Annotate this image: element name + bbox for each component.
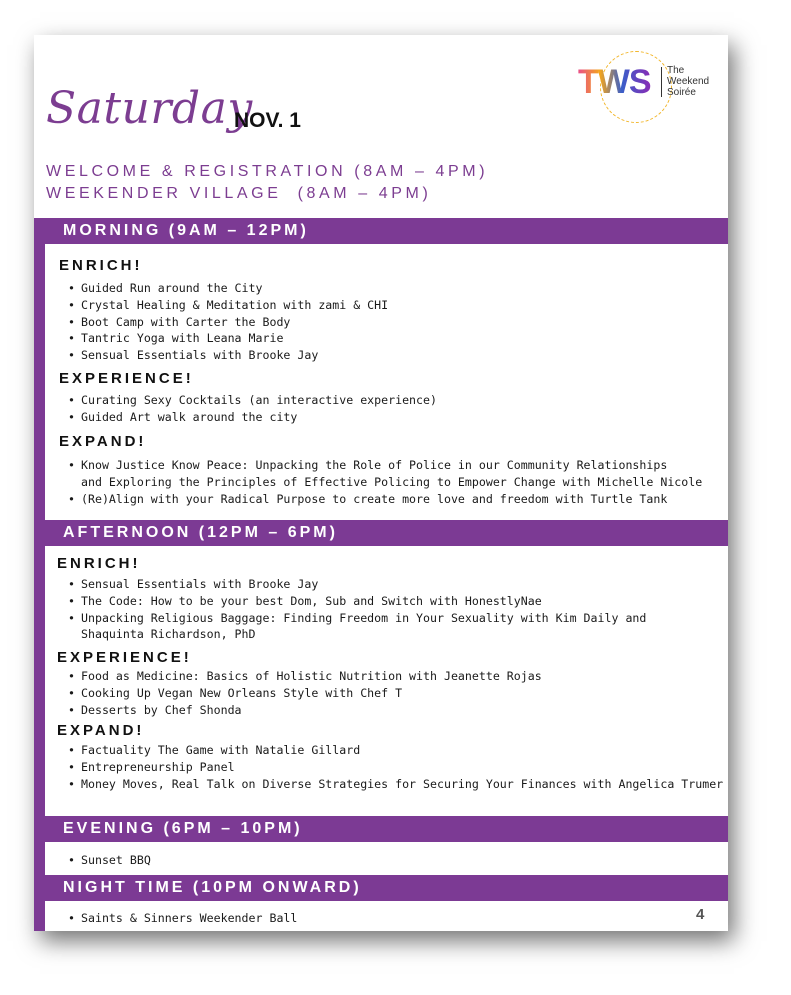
list-item: • Saints & Sinners Weekender Ball xyxy=(68,910,297,927)
night-header: NIGHT TIME (10PM ONWARD) xyxy=(34,875,728,901)
list-item: • Desserts by Chef Shonda xyxy=(68,702,542,719)
list-item: • Unpacking Religious Baggage: Finding Freedom in Your Sexuality with Kim Daily and Shaquinta Richardson, PhD xyxy=(68,610,646,644)
night-list xyxy=(68,910,297,927)
list-item: • Cooking Up Vegan New Orleans Style with Chef T xyxy=(68,685,542,702)
list-item: • Factuality The Game with Natalie Gillard xyxy=(68,742,723,759)
logo-divider xyxy=(661,67,662,97)
list-item: • Know Justice Know Peace: Unpacking the Role of Police in our Community Relationships and Exploring the Principles of Effective Policing to Empower Change with Michelle Nicole xyxy=(68,457,702,491)
schedule-page xyxy=(34,35,728,931)
village-line: WEEKENDER VILLAGE (8AM – 4PM) xyxy=(46,185,432,202)
morning-experience-list xyxy=(68,392,437,426)
morning-expand-list xyxy=(68,457,702,507)
morning-header: MORNING (9AM – 12PM) xyxy=(34,218,728,244)
logo-name-line: The xyxy=(667,65,685,76)
tws-logo xyxy=(578,45,728,125)
logo-name xyxy=(667,65,727,98)
list-item: • Guided Run around the City xyxy=(68,280,388,297)
list-item: • Boot Camp with Carter the Body xyxy=(68,314,388,331)
logo-name-line: Soirée xyxy=(667,87,696,98)
list-item: • Guided Art walk around the city xyxy=(68,409,437,426)
list-item: • Sunset BBQ xyxy=(68,852,151,869)
afternoon-header: AFTERNOON (12PM – 6PM) xyxy=(34,520,728,546)
date-title: NOV. 1 xyxy=(234,109,301,132)
list-item: • Entrepreneurship Panel xyxy=(68,759,723,776)
list-item: • (Re)Align with your Radical Purpose to create more love and freedom with Turtle Tank xyxy=(68,491,702,508)
afternoon-expand-title: EXPAND! xyxy=(57,722,145,739)
morning-enrich-title: ENRICH! xyxy=(59,257,143,274)
morning-enrich-list xyxy=(68,280,388,364)
list-item: • Crystal Healing & Meditation with zami & CHI xyxy=(68,297,388,314)
evening-header: EVENING (6PM – 10PM) xyxy=(34,816,728,842)
day-title: Saturday xyxy=(46,83,253,134)
list-item: • Sensual Essentials with Brooke Jay xyxy=(68,347,388,364)
morning-experience-title: EXPERIENCE! xyxy=(59,370,194,387)
afternoon-enrich-list xyxy=(68,576,646,643)
list-item: • The Code: How to be your best Dom, Sub and Switch with HonestlyNae xyxy=(68,593,646,610)
evening-list xyxy=(68,852,151,869)
list-item: • Food as Medicine: Basics of Holistic Nutrition with Jeanette Rojas xyxy=(68,668,542,685)
list-item: • Curating Sexy Cocktails (an interactive experience) xyxy=(68,392,437,409)
logo-name-line: Weekend xyxy=(667,76,710,87)
list-item: • Sensual Essentials with Brooke Jay xyxy=(68,576,646,593)
list-item: • Tantric Yoga with Leana Marie xyxy=(68,330,388,347)
registration-line: WELCOME & REGISTRATION (8AM – 4PM) xyxy=(46,163,489,180)
page-number: 4 xyxy=(696,906,705,923)
afternoon-experience-list xyxy=(68,668,542,718)
afternoon-expand-list xyxy=(68,742,723,792)
list-item: • Money Moves, Real Talk on Diverse Strategies for Securing Your Finances with Angelica Trumer xyxy=(68,776,723,793)
afternoon-experience-title: EXPERIENCE! xyxy=(57,649,192,666)
afternoon-enrich-title: ENRICH! xyxy=(57,555,141,572)
logo-mark: TWS xyxy=(578,63,651,101)
morning-expand-title: EXPAND! xyxy=(59,433,147,450)
